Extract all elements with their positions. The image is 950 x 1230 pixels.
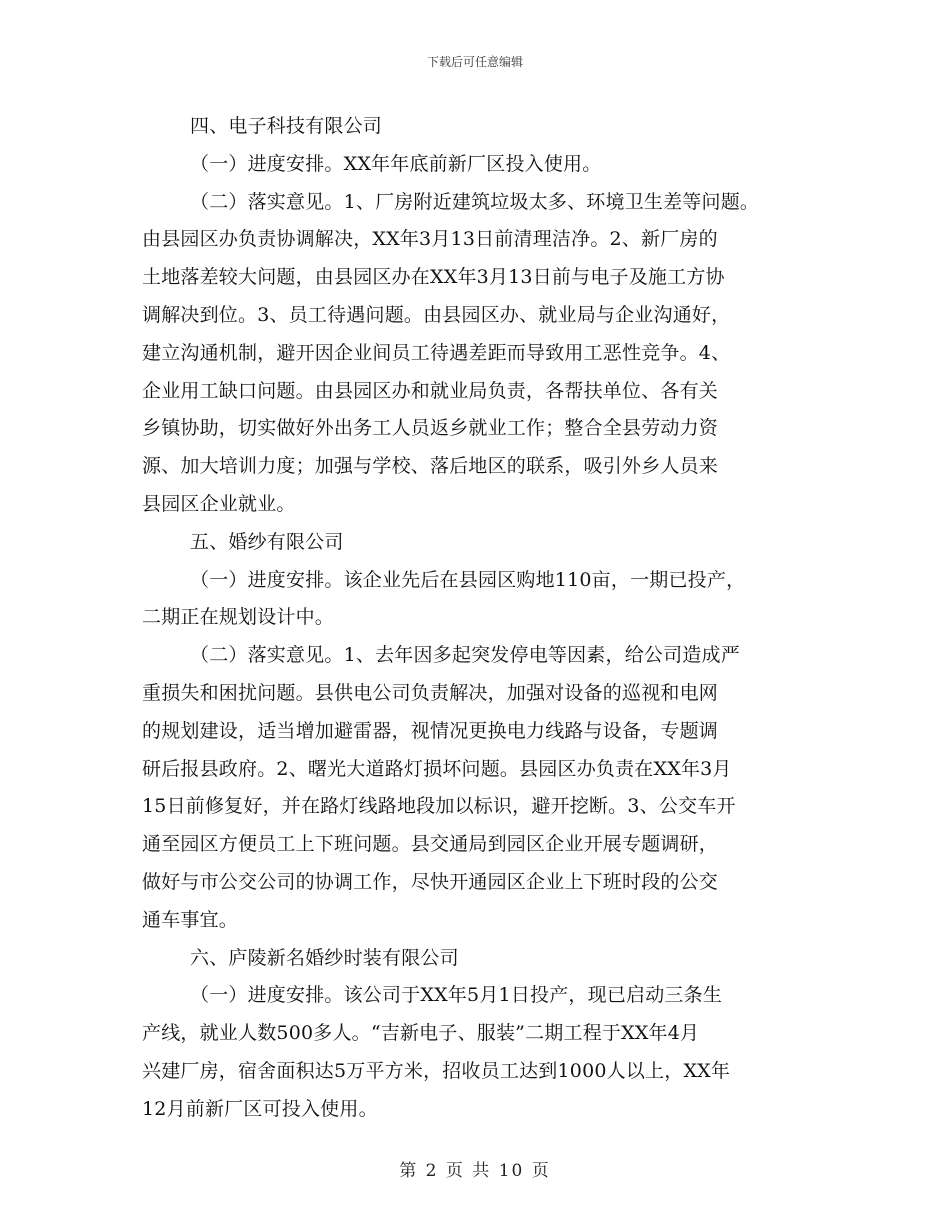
text-line: 通至园区方便员工上下班问题。县交通局到园区企业开展专题调研，	[142, 833, 719, 856]
text-line: 通车事宜。	[142, 908, 239, 931]
text-line: 五、婚纱有限公司	[190, 530, 344, 553]
text-line: 由县园区办负责协调解决，XX年3月13日前清理洁净。2、新厂房的	[142, 228, 718, 251]
text-line: 产线，就业人数500多人。“吉新电子、服装”二期工程于XX年4月	[142, 1022, 700, 1045]
text-line: 12月前新厂区可投入使用。	[142, 1097, 378, 1120]
page-header: 下载后可任意编辑	[426, 55, 523, 69]
text-line: 企业用工缺口问题。由县园区办和就业局负责，各帮扶单位、各有关	[142, 379, 719, 402]
text-line: 土地落差较大问题，由县园区办在XX年3月13日前与电子及施工方协	[142, 266, 725, 289]
text-line: 县园区企业就业。	[142, 492, 296, 515]
text-line: 重损失和困扰问题。县供电公司负责解决，加强对设备的巡视和电网	[142, 681, 719, 704]
document-body	[142, 108, 822, 1129]
text-line: 调解决到位。3、员工待遇问题。由县园区办、就业局与企业沟通好，	[142, 303, 731, 326]
text-line: 建立沟通机制，避开因企业间员工待遇差距而导致用工恶性竞争。4、	[142, 341, 731, 364]
text-line: （一）进度安排。XX年年底前新厂区投入使用。	[190, 152, 602, 175]
text-line: 乡镇协助，切实做好外出务工人员返乡就业工作；整合全县劳动力资	[142, 417, 719, 440]
text-line: 兴建厂房，宿舍面积达5万平方米，招收员工达到1000人以上，XX年	[142, 1059, 731, 1082]
text-line: 四、电子科技有限公司	[190, 115, 383, 137]
text-line: 六、庐陵新名婚纱时装有限公司	[190, 946, 459, 969]
text-line: （一）进度安排。该企业先后在县园区购地110亩，一期已投产，	[190, 568, 746, 591]
text-line: （一）进度安排。该公司于XX年5月1日投产，现已启动三条生	[190, 984, 723, 1007]
text-line: 二期正在规划设计中。	[142, 606, 335, 629]
page-footer: 第 2 页 共 10 页	[399, 1161, 551, 1181]
text-line: 研后报县政府。2、曙光大道路灯损坏问题。县园区办负责在XX年3月	[142, 757, 732, 780]
text-line: 做好与市公交公司的协调工作，尽快开通园区企业上下班时段的公交	[142, 870, 719, 893]
text-line: 源、加大培训力度；加强与学校、落后地区的联系，吸引外乡人员来	[142, 455, 719, 478]
text-line: （二）落实意见。1、厂房附近建筑垃圾太多、环境卫生差等问题。	[190, 190, 760, 213]
text-line: 的规划建设，适当增加避雷器，视情况更换电力线路与设备，专题调	[142, 719, 719, 742]
text-line: 15日前修复好，并在路灯线路地段加以标识，避开挖断。3、公交车开	[142, 795, 736, 818]
text-line: （二）落实意见。1、去年因多起突发停电等因素，给公司造成严	[190, 644, 740, 667]
